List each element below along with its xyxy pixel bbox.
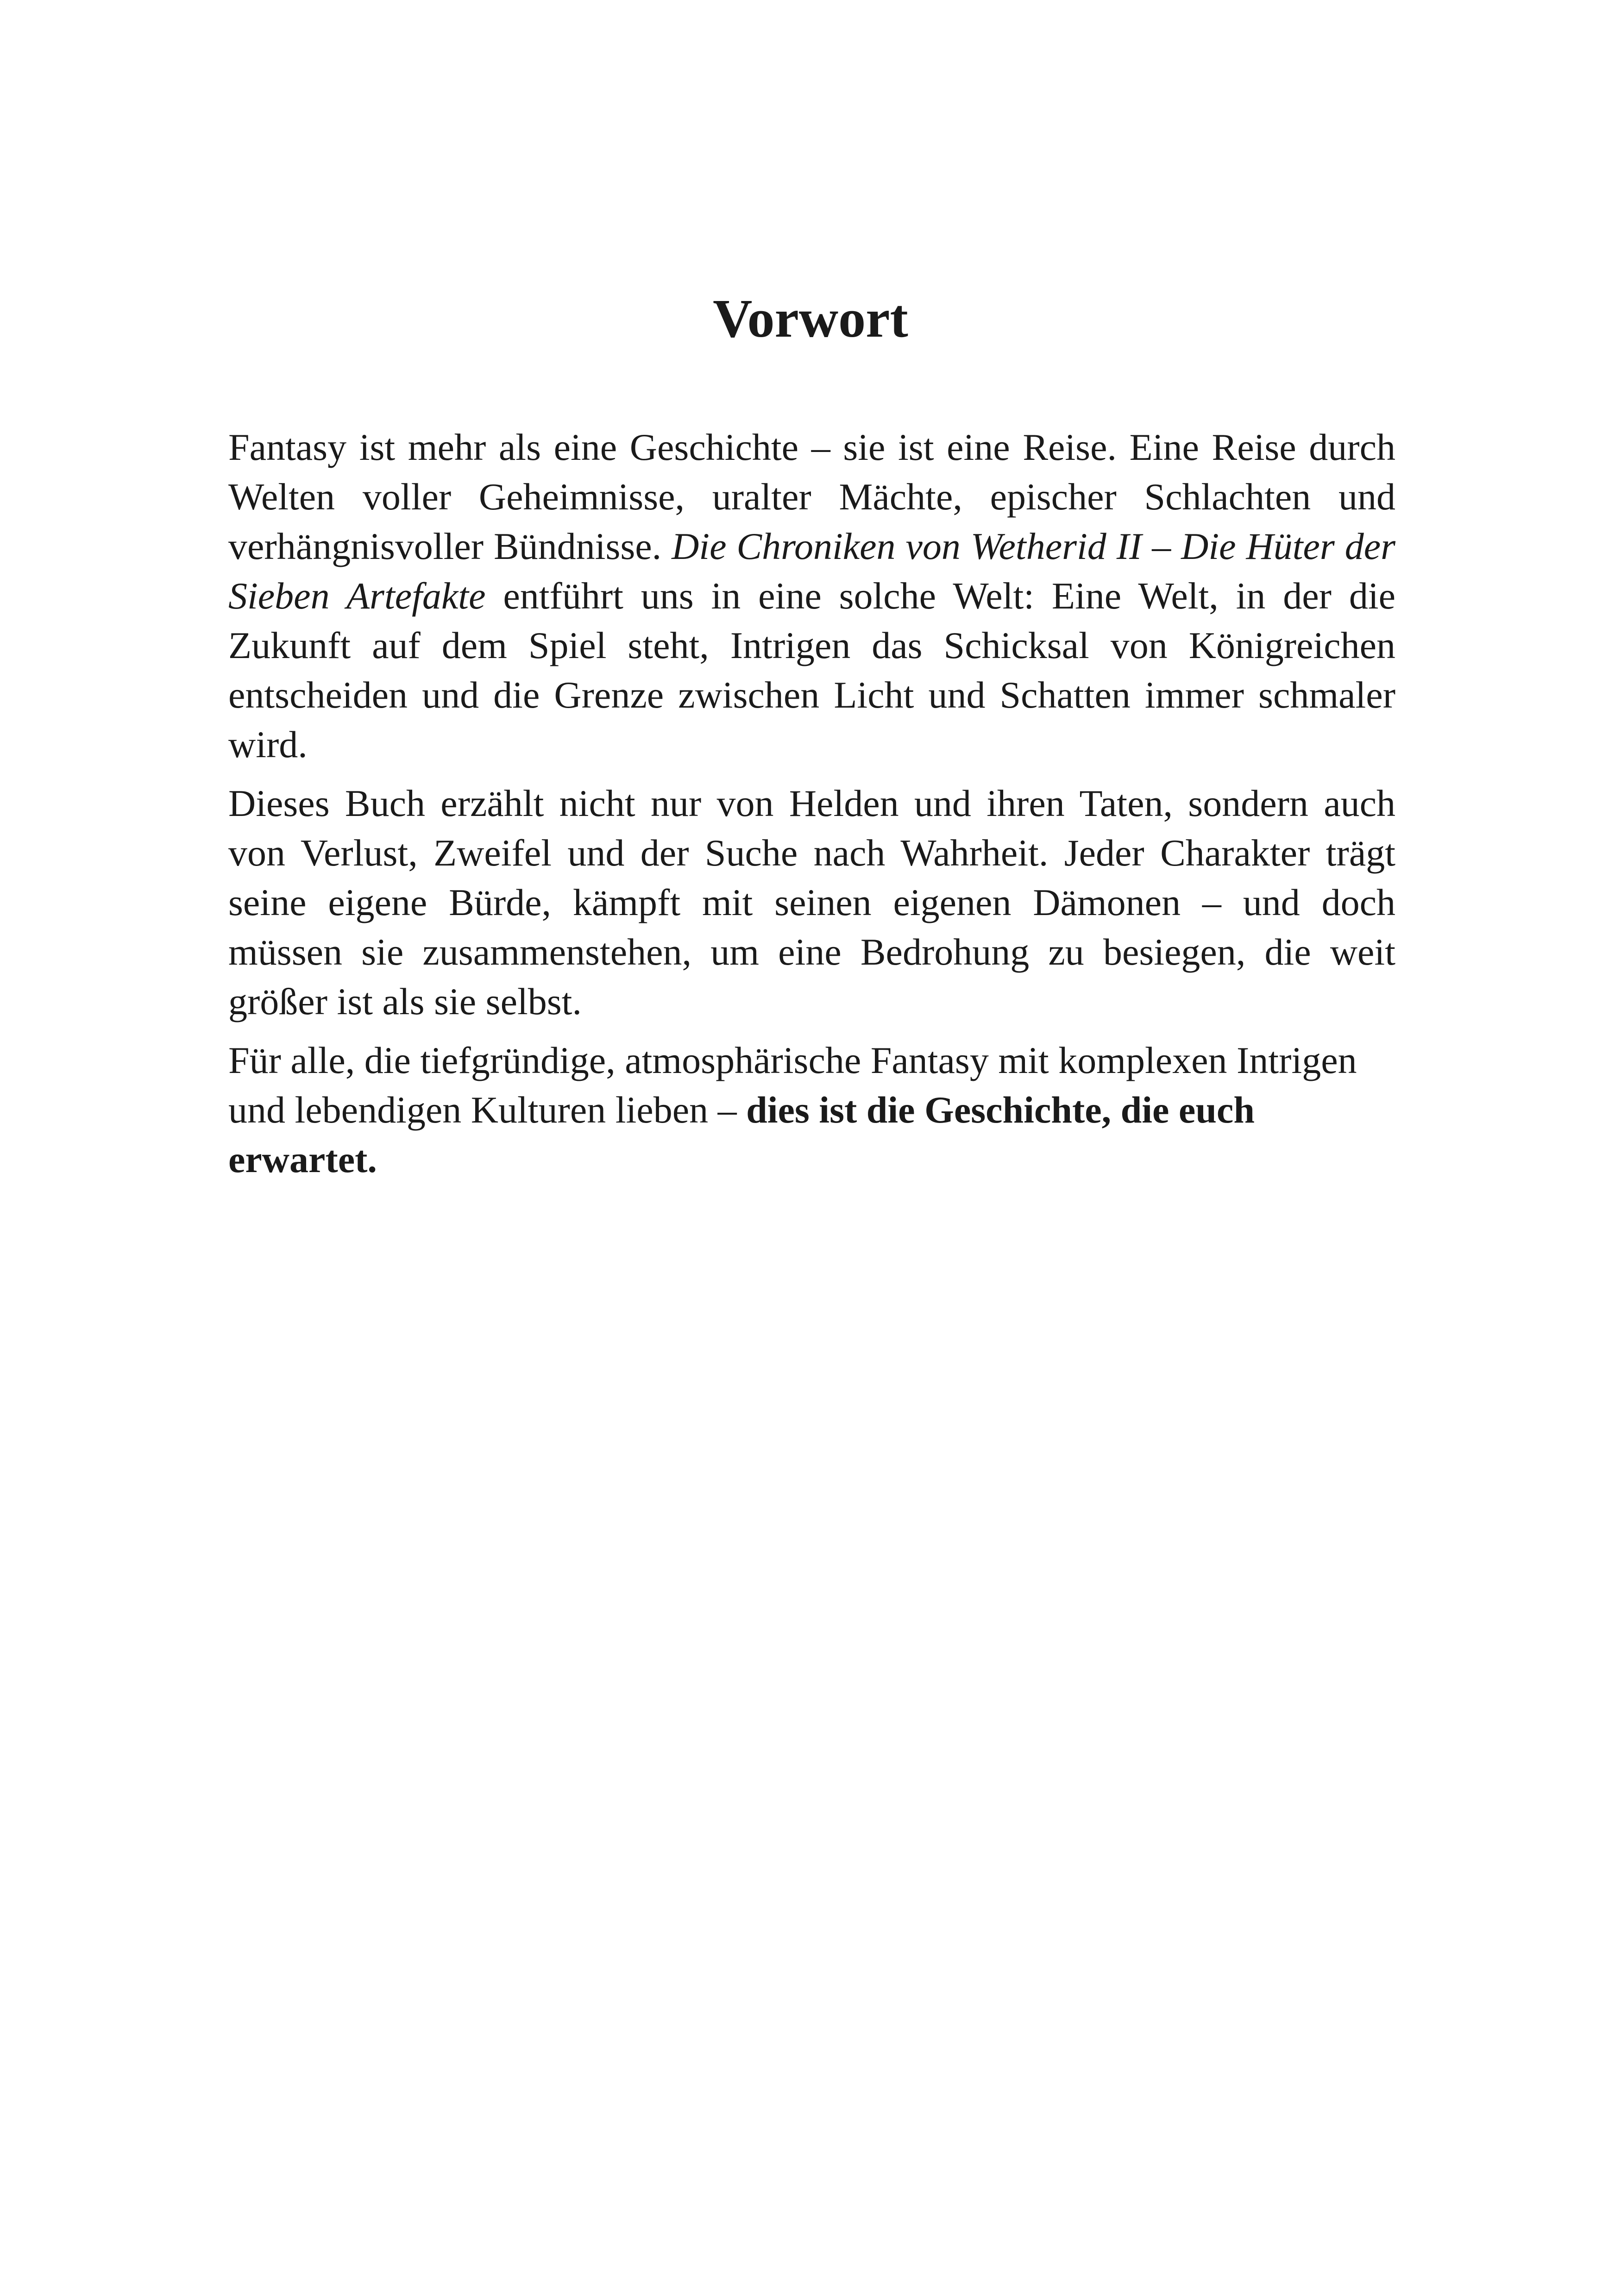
book-title: Die Chroniken von Wetherid II – Die Hüter der Sieben Artefakte	[228, 525, 1395, 617]
paragraph-1-text-end: entführt uns in eine solche Welt: Eine Welt, in der die Zukunft auf dem Spiel steht, Intrigen das Schicksal von Königreichen entscheiden und die Grenze zwischen Licht und Schatten immer schmaler wird.	[228, 575, 1396, 765]
paragraph-1-text-start: Fantasy ist mehr als eine Geschichte – sie ist eine Reise. Eine Reise durch Welten voller Geheimnisse, uralter Mächte, epischer Schlachten und verhängnisvoller Bündnisse.	[228, 426, 1395, 567]
paragraph-3-text: Für alle, die tiefgründige, atmosphärische Fantasy mit komplexen Intrigen und lebendigen Kulturen lieben –	[228, 1039, 1357, 1131]
paragraph-2	[228, 778, 1395, 1026]
page-title: Vorwort	[713, 288, 908, 349]
paragraph-3	[228, 1035, 1395, 1184]
closing-emphasis: dies ist die Geschichte, die euch erwartet.	[228, 1089, 1255, 1180]
paragraph-1	[228, 422, 1395, 769]
paragraph-2-text: Dieses Buch erzählt nicht nur von Helden und ihren Taten, sondern auch von Verlust, Zweifel und der Suche nach Wahrheit. Jeder Charakter trägt seine eigene Bürde, kämpft mit seinen eigenen Dämonen – und doch müssen sie zusammenstehen, um eine Bedrohung zu besiegen, die weit größer ist als sie selbst.	[228, 782, 1395, 1023]
preface-body	[228, 422, 1395, 1193]
